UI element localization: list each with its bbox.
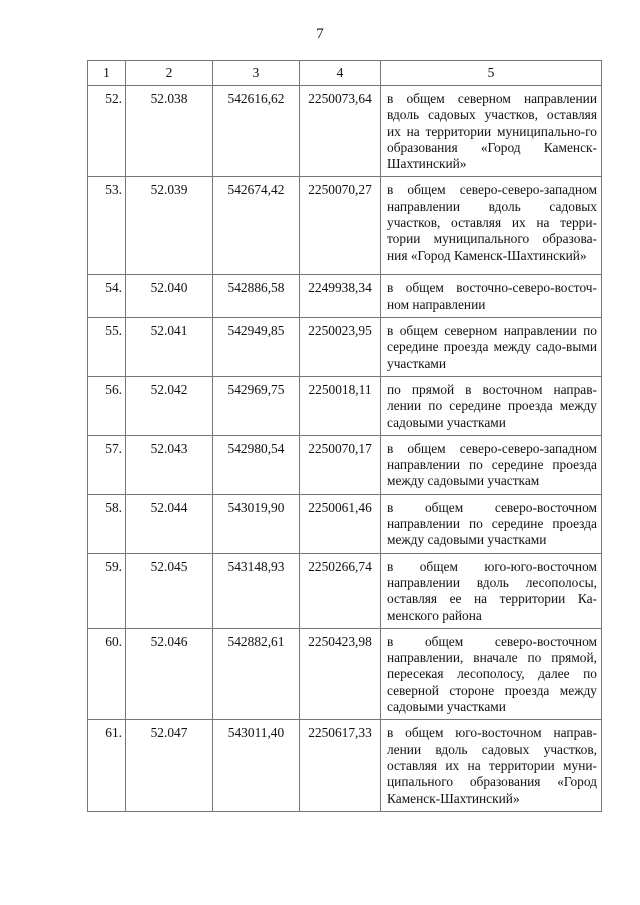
- table-row: [88, 553, 602, 628]
- coord-y: 2250073,64: [300, 86, 381, 177]
- table-row: [88, 318, 602, 377]
- table-row: [88, 275, 602, 318]
- coord-x: 542886,58: [213, 275, 300, 318]
- row-number: 57.: [88, 435, 126, 494]
- direction-description: в общем северо-северо-западном направлении по середине проезда между садовыми участкам: [381, 435, 602, 494]
- row-number: 58.: [88, 494, 126, 553]
- header-cell-5: 5: [381, 61, 602, 86]
- point-id: 52.045: [126, 553, 213, 628]
- row-number: 60.: [88, 628, 126, 719]
- point-id: 52.042: [126, 376, 213, 435]
- point-id: 52.047: [126, 720, 213, 811]
- direction-description: в общем юго-восточном направ-лении вдоль садовых участков, оставляя их на территории муни-ципального образования «Город Каменск-Шахтинский»: [381, 720, 602, 811]
- table-row: [88, 177, 602, 275]
- coord-y: 2250018,11: [300, 376, 381, 435]
- table-row: [88, 494, 602, 553]
- point-id: 52.040: [126, 275, 213, 318]
- coord-x: 542674,42: [213, 177, 300, 275]
- point-id: 52.039: [126, 177, 213, 275]
- point-id: 52.041: [126, 318, 213, 377]
- coord-y: 2250423,98: [300, 628, 381, 719]
- table-row: [88, 86, 602, 177]
- direction-description: в общем северном направлении по середине проезда между садо-выми участками: [381, 318, 602, 377]
- row-number: 53.: [88, 177, 126, 275]
- coord-x: 542980,54: [213, 435, 300, 494]
- row-number: 56.: [88, 376, 126, 435]
- table-row: [88, 435, 602, 494]
- direction-description: в общем северо-восточном направлении, вначале по прямой, пересекая лесополосу, далее по северной стороне проезда между садовыми участками: [381, 628, 602, 719]
- boundary-points-table: [87, 60, 602, 812]
- point-id: 52.043: [126, 435, 213, 494]
- coord-y: 2250266,74: [300, 553, 381, 628]
- coord-y: 2249938,34: [300, 275, 381, 318]
- direction-description: в общем северо-восточном направлении по середине проезда между садовыми участками: [381, 494, 602, 553]
- coord-y: 2250617,33: [300, 720, 381, 811]
- coord-x: 543011,40: [213, 720, 300, 811]
- coord-x: 542949,85: [213, 318, 300, 377]
- coord-y: 2250023,95: [300, 318, 381, 377]
- table-row: [88, 376, 602, 435]
- direction-description: в общем северном направлении вдоль садовых участков, оставляя их на территории муниципально-го образования «Город Каменск-Шахтинский»: [381, 86, 602, 177]
- coord-y: 2250061,46: [300, 494, 381, 553]
- table-row: [88, 720, 602, 811]
- row-number: 54.: [88, 275, 126, 318]
- header-cell-1: 1: [88, 61, 126, 86]
- direction-description: в общем юго-юго-восточном направлении вдоль лесополосы, оставляя ее на территории Ка-менского района: [381, 553, 602, 628]
- row-number: 59.: [88, 553, 126, 628]
- coord-y: 2250070,17: [300, 435, 381, 494]
- row-number: 52.: [88, 86, 126, 177]
- header-cell-4: 4: [300, 61, 381, 86]
- direction-description: по прямой в восточном направ-лении по середине проезда между садовыми участками: [381, 376, 602, 435]
- coord-x: 542882,61: [213, 628, 300, 719]
- row-number: 61.: [88, 720, 126, 811]
- table-header-row: [88, 61, 602, 86]
- point-id: 52.038: [126, 86, 213, 177]
- header-cell-2: 2: [126, 61, 213, 86]
- table-row: [88, 628, 602, 719]
- coord-y: 2250070,27: [300, 177, 381, 275]
- direction-description: в общем северо-северо-западном направлении вдоль садовых участков, оставляя их на терри-тории муниципального образова-ния «Город Каменск-Шахтинский»: [381, 177, 602, 275]
- page-number: 7: [316, 26, 324, 42]
- coord-x: 543148,93: [213, 553, 300, 628]
- point-id: 52.046: [126, 628, 213, 719]
- coord-x: 542969,75: [213, 376, 300, 435]
- row-number: 55.: [88, 318, 126, 377]
- direction-description: в общем восточно-северо-восточ-ном направлении: [381, 275, 602, 318]
- coord-x: 543019,90: [213, 494, 300, 553]
- header-cell-3: 3: [213, 61, 300, 86]
- point-id: 52.044: [126, 494, 213, 553]
- coord-x: 542616,62: [213, 86, 300, 177]
